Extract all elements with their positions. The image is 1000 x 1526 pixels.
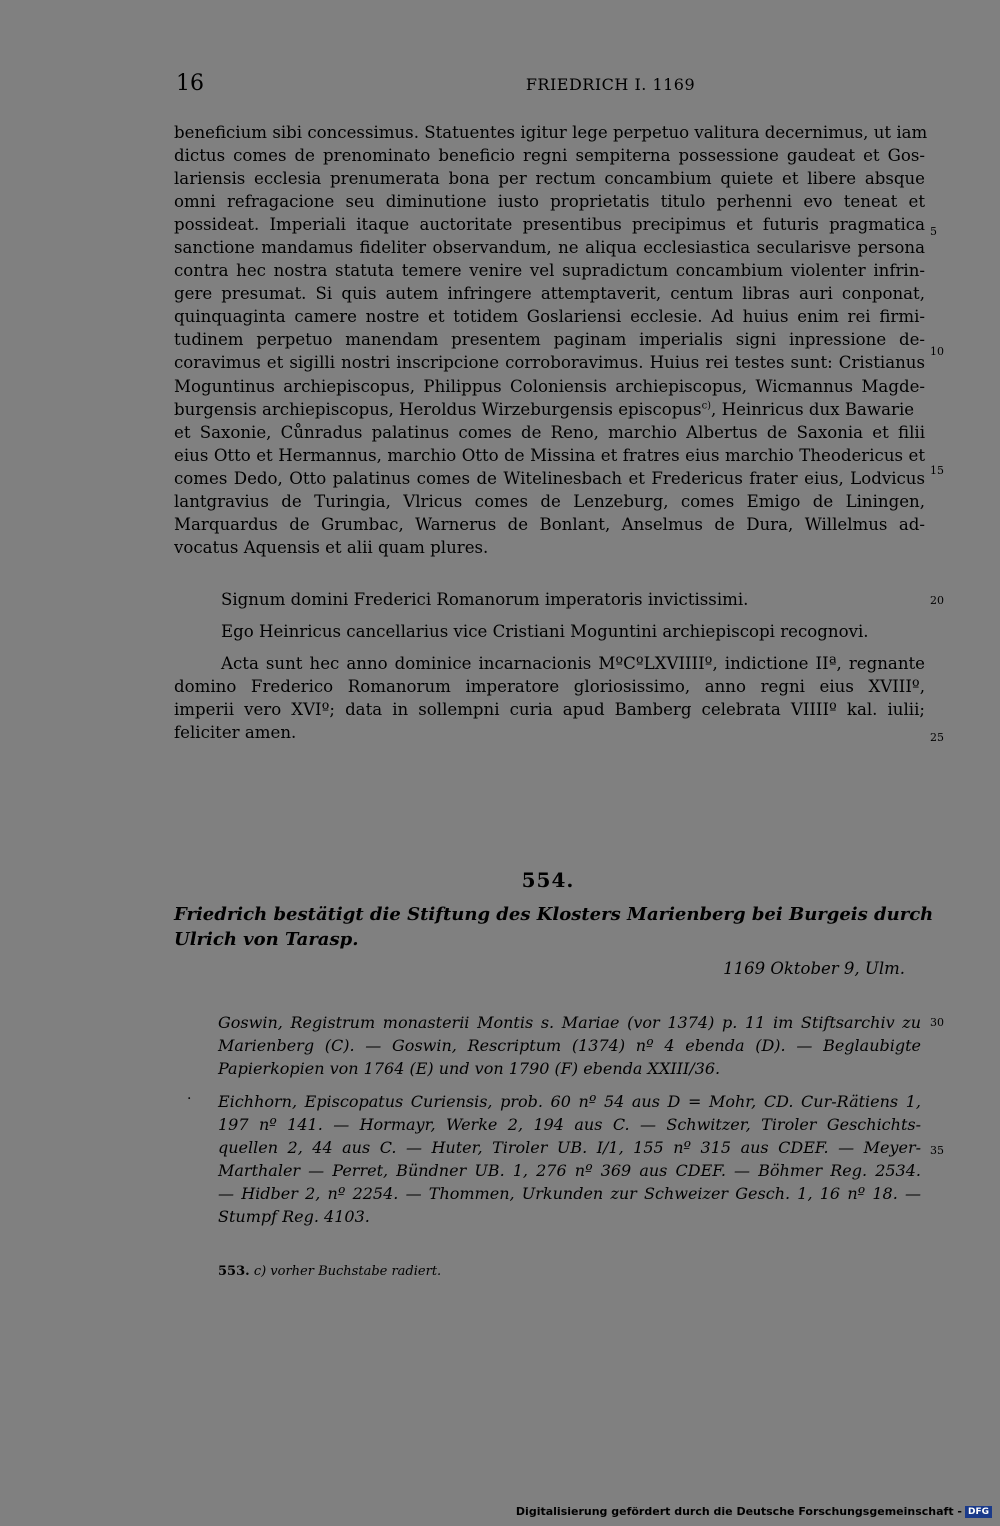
margin-line-number: 20 — [930, 594, 944, 607]
text-line-with-footnote — [174, 398, 925, 421]
source-line: Papierkopien von 1764 (E) und von 1790 (F) ebenda XXIII/36. — [218, 1059, 721, 1078]
text-line: lantgravius de Turingia, Vlricus comes de Lenzeburg, comes Emigo de Liningen, — [174, 491, 925, 511]
footnote-ref: 553. — [218, 1264, 250, 1279]
digitization-credit — [516, 1505, 992, 1518]
margin-line-number: 35 — [930, 1144, 944, 1157]
text-segment: , Heinricus dux Bawarie — [711, 399, 915, 419]
text-line: contra hec nostra statuta temere venire vel supradictum concambium violenter infrin- — [174, 261, 925, 281]
regest-heading — [174, 902, 934, 952]
page-number: 16 — [176, 71, 204, 96]
document-number: 554. — [521, 868, 575, 892]
source-line: Marthaler — Perret, Bündner UB. 1, 276 nº 369 aus CDEF. — Böhmer Reg. 2534. — [218, 1161, 921, 1180]
running-title: FRIEDRICH I. 1169 — [525, 75, 696, 94]
margin-line-number: 25 — [930, 731, 944, 744]
text-line: Moguntinus archiepiscopus, Philippus Coloniensis archiepiscopus, Wicmannus Magde- — [174, 376, 925, 396]
recognition-text: Ego Heinricus cancellarius vice Cristiani Moguntini archiepiscopi recognovi. — [221, 622, 869, 641]
charter-text — [174, 121, 928, 559]
text-line: gere presumat. Si quis autem infringere attemptaverit, centum libras auri conponat, — [174, 284, 925, 304]
text-segment: burgensis archiepiscopus, Heroldus Wirzeburgensis episcopus — [174, 399, 702, 419]
editions-list — [218, 1090, 921, 1228]
text-line: vocatus Aquensis et alii quam plures. — [174, 537, 489, 557]
text-line: domino Frederico Romanorum imperatore gloriosissimo, anno regni eius XVIIIº, — [174, 677, 925, 697]
margin-line-number: 5 — [930, 225, 937, 238]
signum-line — [174, 588, 925, 611]
manuscript-tradition — [218, 1011, 921, 1080]
source-line: Goswin, Registrum monasterii Montis s. Mariae (vor 1374) p. 11 im Stiftsarchiv zu — [218, 1013, 921, 1032]
text-line: lariensis ecclesia prenumerata bona per rectum concambium quiete et libere absque — [174, 169, 925, 189]
footnote — [218, 1264, 441, 1280]
dating-clause — [174, 652, 925, 744]
source-line: — Hidber 2, nº 2254. — Thommen, Urkunden zur Schweizer Gesch. 1, 16 nº 18. — — [218, 1184, 921, 1203]
recognition-line — [174, 620, 925, 643]
text-line: Acta sunt hec anno dominice incarnacionis MºCºLXVIIIIº, indictione IIª, regnante — [221, 654, 925, 673]
running-head — [176, 70, 925, 98]
text-line: feliciter amen. — [174, 723, 297, 743]
text-line: beneficium sibi concessimus. Statuentes igitur lege perpetuo valitura decernimus, ut iam — [174, 123, 928, 142]
text-line: comes Dedo, Otto palatinus comes de Witelinesbach et Fredericus frater eius, Lodvicus — [174, 468, 925, 488]
margin-line-number: 30 — [930, 1016, 944, 1029]
source-line: Eichhorn, Episcopatus Curiensis, prob. 60 nº 54 aus D = Mohr, CD. Cur-Rätiens 1, — [218, 1092, 921, 1111]
text-line: omni refragacione seu diminutione iusto proprietatis titulo perhenni evo teneat et — [174, 192, 925, 212]
source-line: Marienberg (C). — Goswin, Rescriptum (1374) nº 4 ebenda (D). — Beglaubigte — [218, 1036, 921, 1055]
text-line: sanctione mandamus fideliter observandum, ne aliqua ecclesiastica secularisve persona — [174, 238, 925, 258]
margin-line-number: 15 — [930, 464, 944, 477]
text-line: dictus comes de prenominato beneficio regni sempiterna possessione gaudeat et Gos- — [174, 146, 925, 166]
source-line: quellen 2, 44 aus C. — Huter, Tiroler UB. I/1, 155 nº 315 aus CDEF. — Meyer- — [218, 1138, 921, 1157]
text-line: possideat. Imperiali itaque auctoritate presentibus precipimus et futuris pragmatica — [174, 215, 925, 235]
source-line: 197 nº 141. — Hormayr, Werke 2, 194 aus C. — Schwitzer, Tiroler Geschichts- — [218, 1115, 921, 1134]
footnote-marker: c) — [701, 400, 712, 412]
text-line: quinquaginta camere nostre et totidem Goslariensi ecclesie. Ad huius enim rei firmi- — [174, 307, 925, 327]
date-place: 1169 Oktober 9, Ulm. — [723, 959, 905, 978]
credit-text: Digitalisierung gefördert durch die Deutsche Forschungsgemeinschaft - — [515, 1505, 962, 1518]
source-line: Stumpf Reg. 4103. — [218, 1207, 370, 1226]
text-line: coravimus et sigilli nostri inscripcione corroboravimus. Huius rei testes sunt: Cristianus — [174, 353, 925, 373]
text-line: tudinem perpetuo manendam presentem paginam imperialis signi inpressione de- — [174, 330, 925, 350]
signum-text: Signum domini Frederici Romanorum imperatoris invictissimi. — [221, 590, 749, 609]
footnote-text: c) vorher Buchstabe radiert. — [253, 1264, 442, 1279]
text-line: eius Otto et Hermannus, marchio Otto de Missina et fratres eius marchio Theodericus et — [174, 445, 925, 465]
regest-line: Ulrich von Tarasp. — [174, 929, 359, 950]
dfg-logo: DFG — [965, 1506, 992, 1518]
regest-line: Friedrich bestätigt die Stiftung des Klosters Marienberg bei Burgeis durch — [174, 904, 934, 925]
margin-line-number: 10 — [930, 345, 944, 358]
margin-dot: · — [187, 1091, 192, 1107]
text-line: imperii vero XVIº; data in sollempni curia apud Bamberg celebrata VIIIIº kal. iulii; — [174, 700, 925, 720]
text-line: Marquardus de Grumbac, Warnerus de Bonlant, Anselmus de Dura, Willelmus ad- — [174, 514, 925, 534]
text-line: et Saxonie, Cůnradus palatinus comes de Reno, marchio Albertus de Saxonia et filii — [174, 422, 925, 442]
